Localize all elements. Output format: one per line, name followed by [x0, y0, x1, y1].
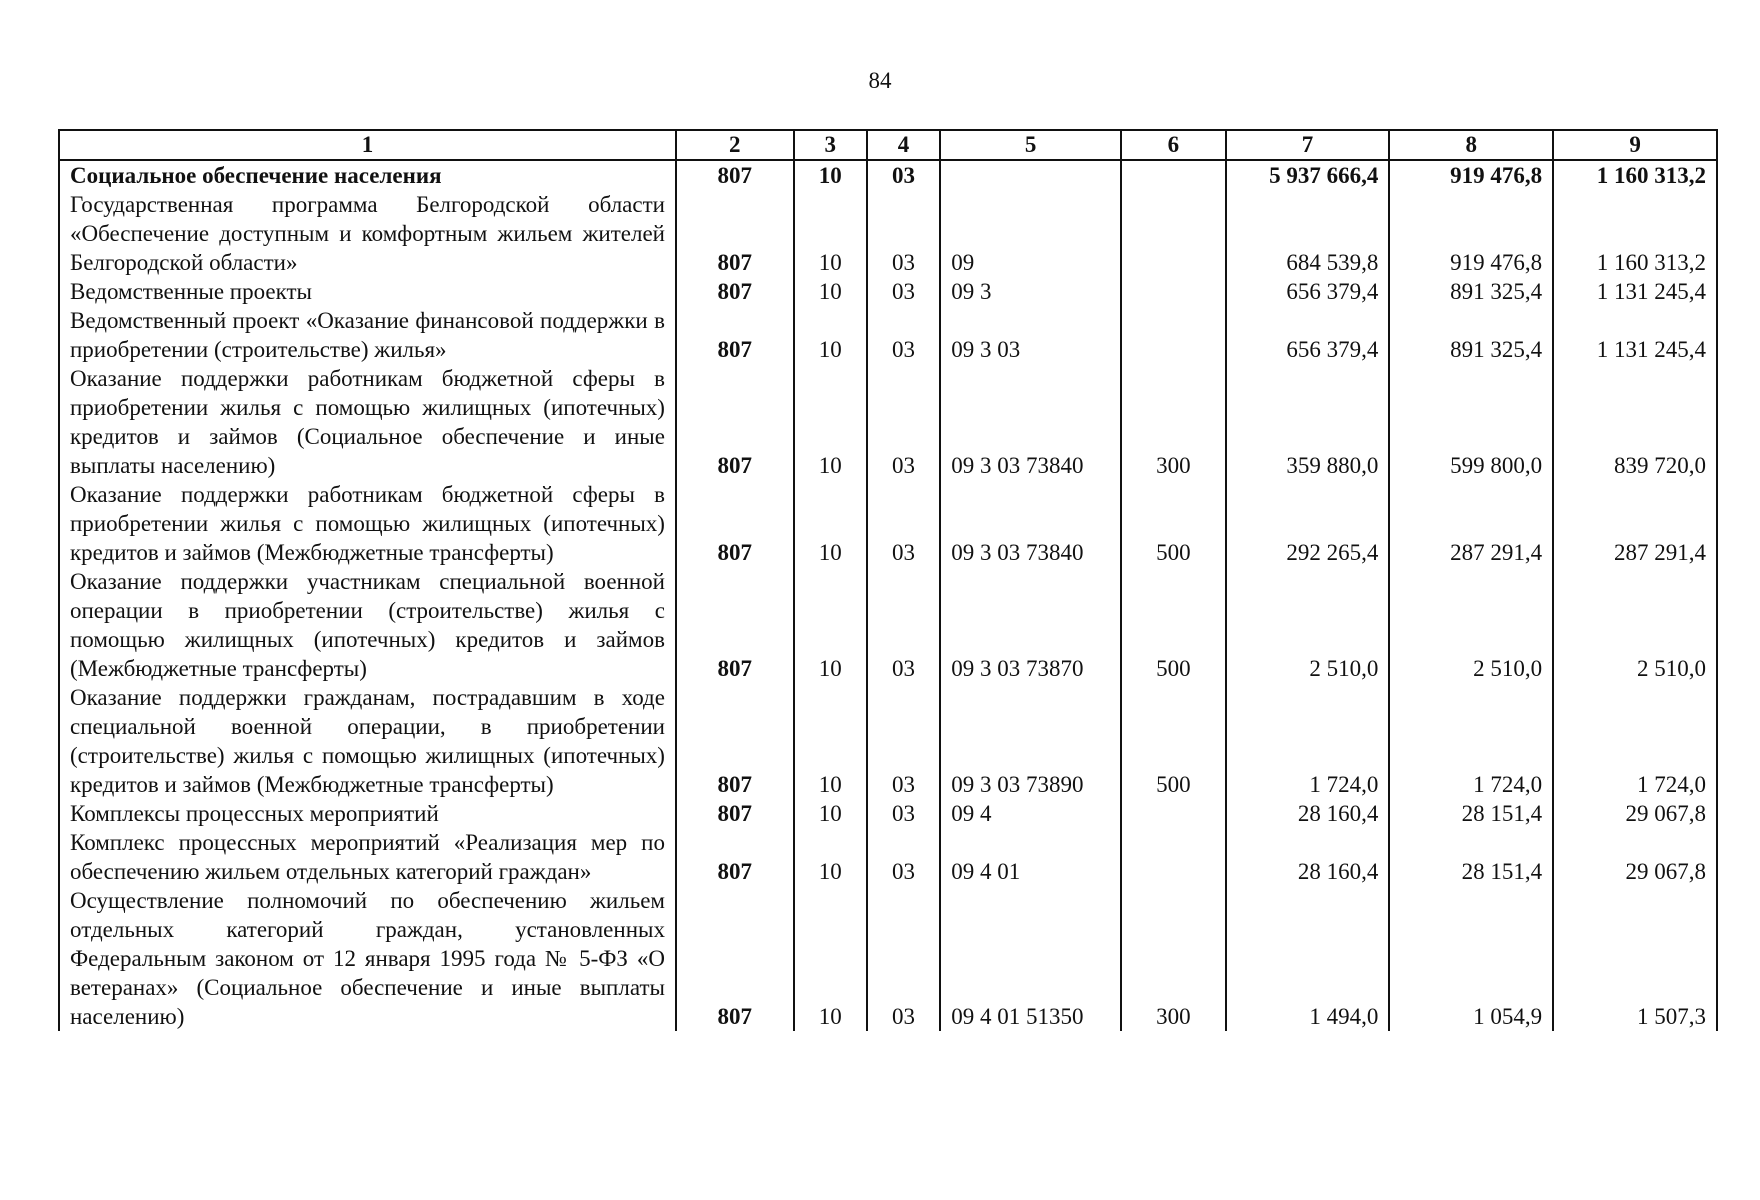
ministry-code: 807	[676, 480, 794, 567]
item-name: Оказание поддержки работникам бюджетной сферы в приобретении жилья с помощью жилищных (ипотечных) кредитов и займов (Межбюджетные трансферты)	[59, 480, 676, 567]
header-row	[59, 130, 1717, 160]
amount-year-2: 1 724,0	[1389, 683, 1553, 799]
subsection-code: 03	[867, 364, 940, 480]
section-code: 10	[794, 277, 867, 306]
table-row	[59, 190, 1717, 277]
amount-year-2: 287 291,4	[1389, 480, 1553, 567]
table-row	[59, 683, 1717, 799]
section-code: 10	[794, 886, 867, 1031]
item-name: Государственная программа Белгородской области «Обеспечение доступным и комфортным жильем жителей Белгородской области»	[59, 190, 676, 277]
amount-year-2: 599 800,0	[1389, 364, 1553, 480]
subsection-code: 03	[867, 828, 940, 886]
amount-year-2: 1 054,9	[1389, 886, 1553, 1031]
target-article-code: 09 3 03 73840	[940, 480, 1121, 567]
item-name: Комплекс процессных мероприятий «Реализация мер по обеспечению жильем отдельных категорий граждан»	[59, 828, 676, 886]
target-article-code: 09 4 01	[940, 828, 1121, 886]
expense-type-code: 300	[1121, 364, 1226, 480]
expense-type-code	[1121, 828, 1226, 886]
table-row	[59, 480, 1717, 567]
expense-type-code: 300	[1121, 886, 1226, 1031]
section-code: 10	[794, 364, 867, 480]
target-article-code: 09	[940, 190, 1121, 277]
header-cell-2: 2	[676, 130, 794, 160]
amount-year-3: 1 724,0	[1553, 683, 1717, 799]
subsection-code: 03	[867, 683, 940, 799]
section-code: 10	[794, 480, 867, 567]
header-cell-3: 3	[794, 130, 867, 160]
table-row	[59, 799, 1717, 828]
section-code: 10	[794, 567, 867, 683]
header-cell-9: 9	[1553, 130, 1717, 160]
ministry-code: 807	[676, 364, 794, 480]
item-name: Оказание поддержки гражданам, пострадавшим в ходе специальной военной операции, в приобретении (строительстве) жилья с помощью жилищных (ипотечных) кредитов и займов (Межбюджетные трансферты)	[59, 683, 676, 799]
amount-year-2: 919 476,8	[1389, 190, 1553, 277]
expense-type-code	[1121, 306, 1226, 364]
header-cell-5: 5	[940, 130, 1121, 160]
amount-year-1: 359 880,0	[1226, 364, 1390, 480]
item-name: Ведомственный проект «Оказание финансовой поддержки в приобретении (строительстве) жилья»	[59, 306, 676, 364]
subsection-code: 03	[867, 306, 940, 364]
item-name: Осуществление полномочий по обеспечению жильем отдельных категорий граждан, установленных Федеральным законом от 12 января 1995 года № 5-ФЗ «О ветеранах» (Социальное обеспечение и иные выплаты населению)	[59, 886, 676, 1031]
amount-year-2: 891 325,4	[1389, 306, 1553, 364]
amount-year-3: 1 131 245,4	[1553, 306, 1717, 364]
amount-year-1: 1 494,0	[1226, 886, 1390, 1031]
ministry-code: 807	[676, 160, 794, 190]
amount-year-1: 292 265,4	[1226, 480, 1390, 567]
ministry-code: 807	[676, 567, 794, 683]
subsection-code: 03	[867, 190, 940, 277]
item-name: Социальное обеспечение населения	[59, 160, 676, 190]
subsection-code: 03	[867, 886, 940, 1031]
expense-type-code	[1121, 160, 1226, 190]
budget-table	[58, 129, 1718, 1031]
amount-year-3: 1 507,3	[1553, 886, 1717, 1031]
expense-type-code	[1121, 799, 1226, 828]
amount-year-2: 2 510,0	[1389, 567, 1553, 683]
target-article-code: 09 4	[940, 799, 1121, 828]
subsection-code: 03	[867, 277, 940, 306]
amount-year-2: 919 476,8	[1389, 160, 1553, 190]
item-name: Оказание поддержки работникам бюджетной сферы в приобретении жилья с помощью жилищных (ипотечных) кредитов и займов (Социальное обеспечение и иные выплаты населению)	[59, 364, 676, 480]
ministry-code: 807	[676, 683, 794, 799]
section-code: 10	[794, 828, 867, 886]
subsection-code: 03	[867, 567, 940, 683]
table-body	[59, 160, 1717, 1031]
header-cell-8: 8	[1389, 130, 1553, 160]
header-cell-4: 4	[867, 130, 940, 160]
table-row	[59, 364, 1717, 480]
amount-year-3: 1 131 245,4	[1553, 277, 1717, 306]
header-cell-7: 7	[1226, 130, 1390, 160]
ministry-code: 807	[676, 799, 794, 828]
amount-year-3: 29 067,8	[1553, 828, 1717, 886]
amount-year-1: 5 937 666,4	[1226, 160, 1390, 190]
expense-type-code: 500	[1121, 567, 1226, 683]
ministry-code: 807	[676, 306, 794, 364]
ministry-code: 807	[676, 190, 794, 277]
table-row	[59, 160, 1717, 190]
amount-year-1: 1 724,0	[1226, 683, 1390, 799]
table-row	[59, 277, 1717, 306]
header-cell-1: 1	[59, 130, 676, 160]
header-cell-6: 6	[1121, 130, 1226, 160]
table-row	[59, 306, 1717, 364]
page-number: 84	[868, 68, 892, 93]
amount-year-1: 656 379,4	[1226, 277, 1390, 306]
ministry-code: 807	[676, 277, 794, 306]
section-code: 10	[794, 683, 867, 799]
expense-type-code: 500	[1121, 480, 1226, 567]
table-row	[59, 567, 1717, 683]
amount-year-2: 28 151,4	[1389, 799, 1553, 828]
item-name: Ведомственные проекты	[59, 277, 676, 306]
amount-year-1: 656 379,4	[1226, 306, 1390, 364]
target-article-code	[940, 160, 1121, 190]
subsection-code: 03	[867, 480, 940, 567]
target-article-code: 09 3	[940, 277, 1121, 306]
ministry-code: 807	[676, 886, 794, 1031]
section-code: 10	[794, 160, 867, 190]
table-header	[59, 130, 1717, 160]
amount-year-3: 1 160 313,2	[1553, 190, 1717, 277]
expense-type-code: 500	[1121, 683, 1226, 799]
table-row	[59, 828, 1717, 886]
subsection-code: 03	[867, 160, 940, 190]
expense-type-code	[1121, 277, 1226, 306]
amount-year-2: 28 151,4	[1389, 828, 1553, 886]
ministry-code: 807	[676, 828, 794, 886]
item-name: Оказание поддержки участникам специальной военной операции в приобретении (строительстве) жилья с помощью жилищных (ипотечных) кредитов и займов (Межбюджетные трансферты)	[59, 567, 676, 683]
amount-year-2: 891 325,4	[1389, 277, 1553, 306]
amount-year-1: 684 539,8	[1226, 190, 1390, 277]
amount-year-3: 1 160 313,2	[1553, 160, 1717, 190]
amount-year-1: 28 160,4	[1226, 828, 1390, 886]
section-code: 10	[794, 306, 867, 364]
subsection-code: 03	[867, 799, 940, 828]
target-article-code: 09 3 03 73840	[940, 364, 1121, 480]
section-code: 10	[794, 799, 867, 828]
amount-year-1: 28 160,4	[1226, 799, 1390, 828]
expense-type-code	[1121, 190, 1226, 277]
target-article-code: 09 3 03 73890	[940, 683, 1121, 799]
amount-year-3: 29 067,8	[1553, 799, 1717, 828]
amount-year-3: 287 291,4	[1553, 480, 1717, 567]
section-code: 10	[794, 190, 867, 277]
table-row	[59, 886, 1717, 1031]
target-article-code: 09 3 03	[940, 306, 1121, 364]
amount-year-1: 2 510,0	[1226, 567, 1390, 683]
target-article-code: 09 4 01 51350	[940, 886, 1121, 1031]
item-name: Комплексы процессных мероприятий	[59, 799, 676, 828]
amount-year-3: 839 720,0	[1553, 364, 1717, 480]
target-article-code: 09 3 03 73870	[940, 567, 1121, 683]
amount-year-3: 2 510,0	[1553, 567, 1717, 683]
